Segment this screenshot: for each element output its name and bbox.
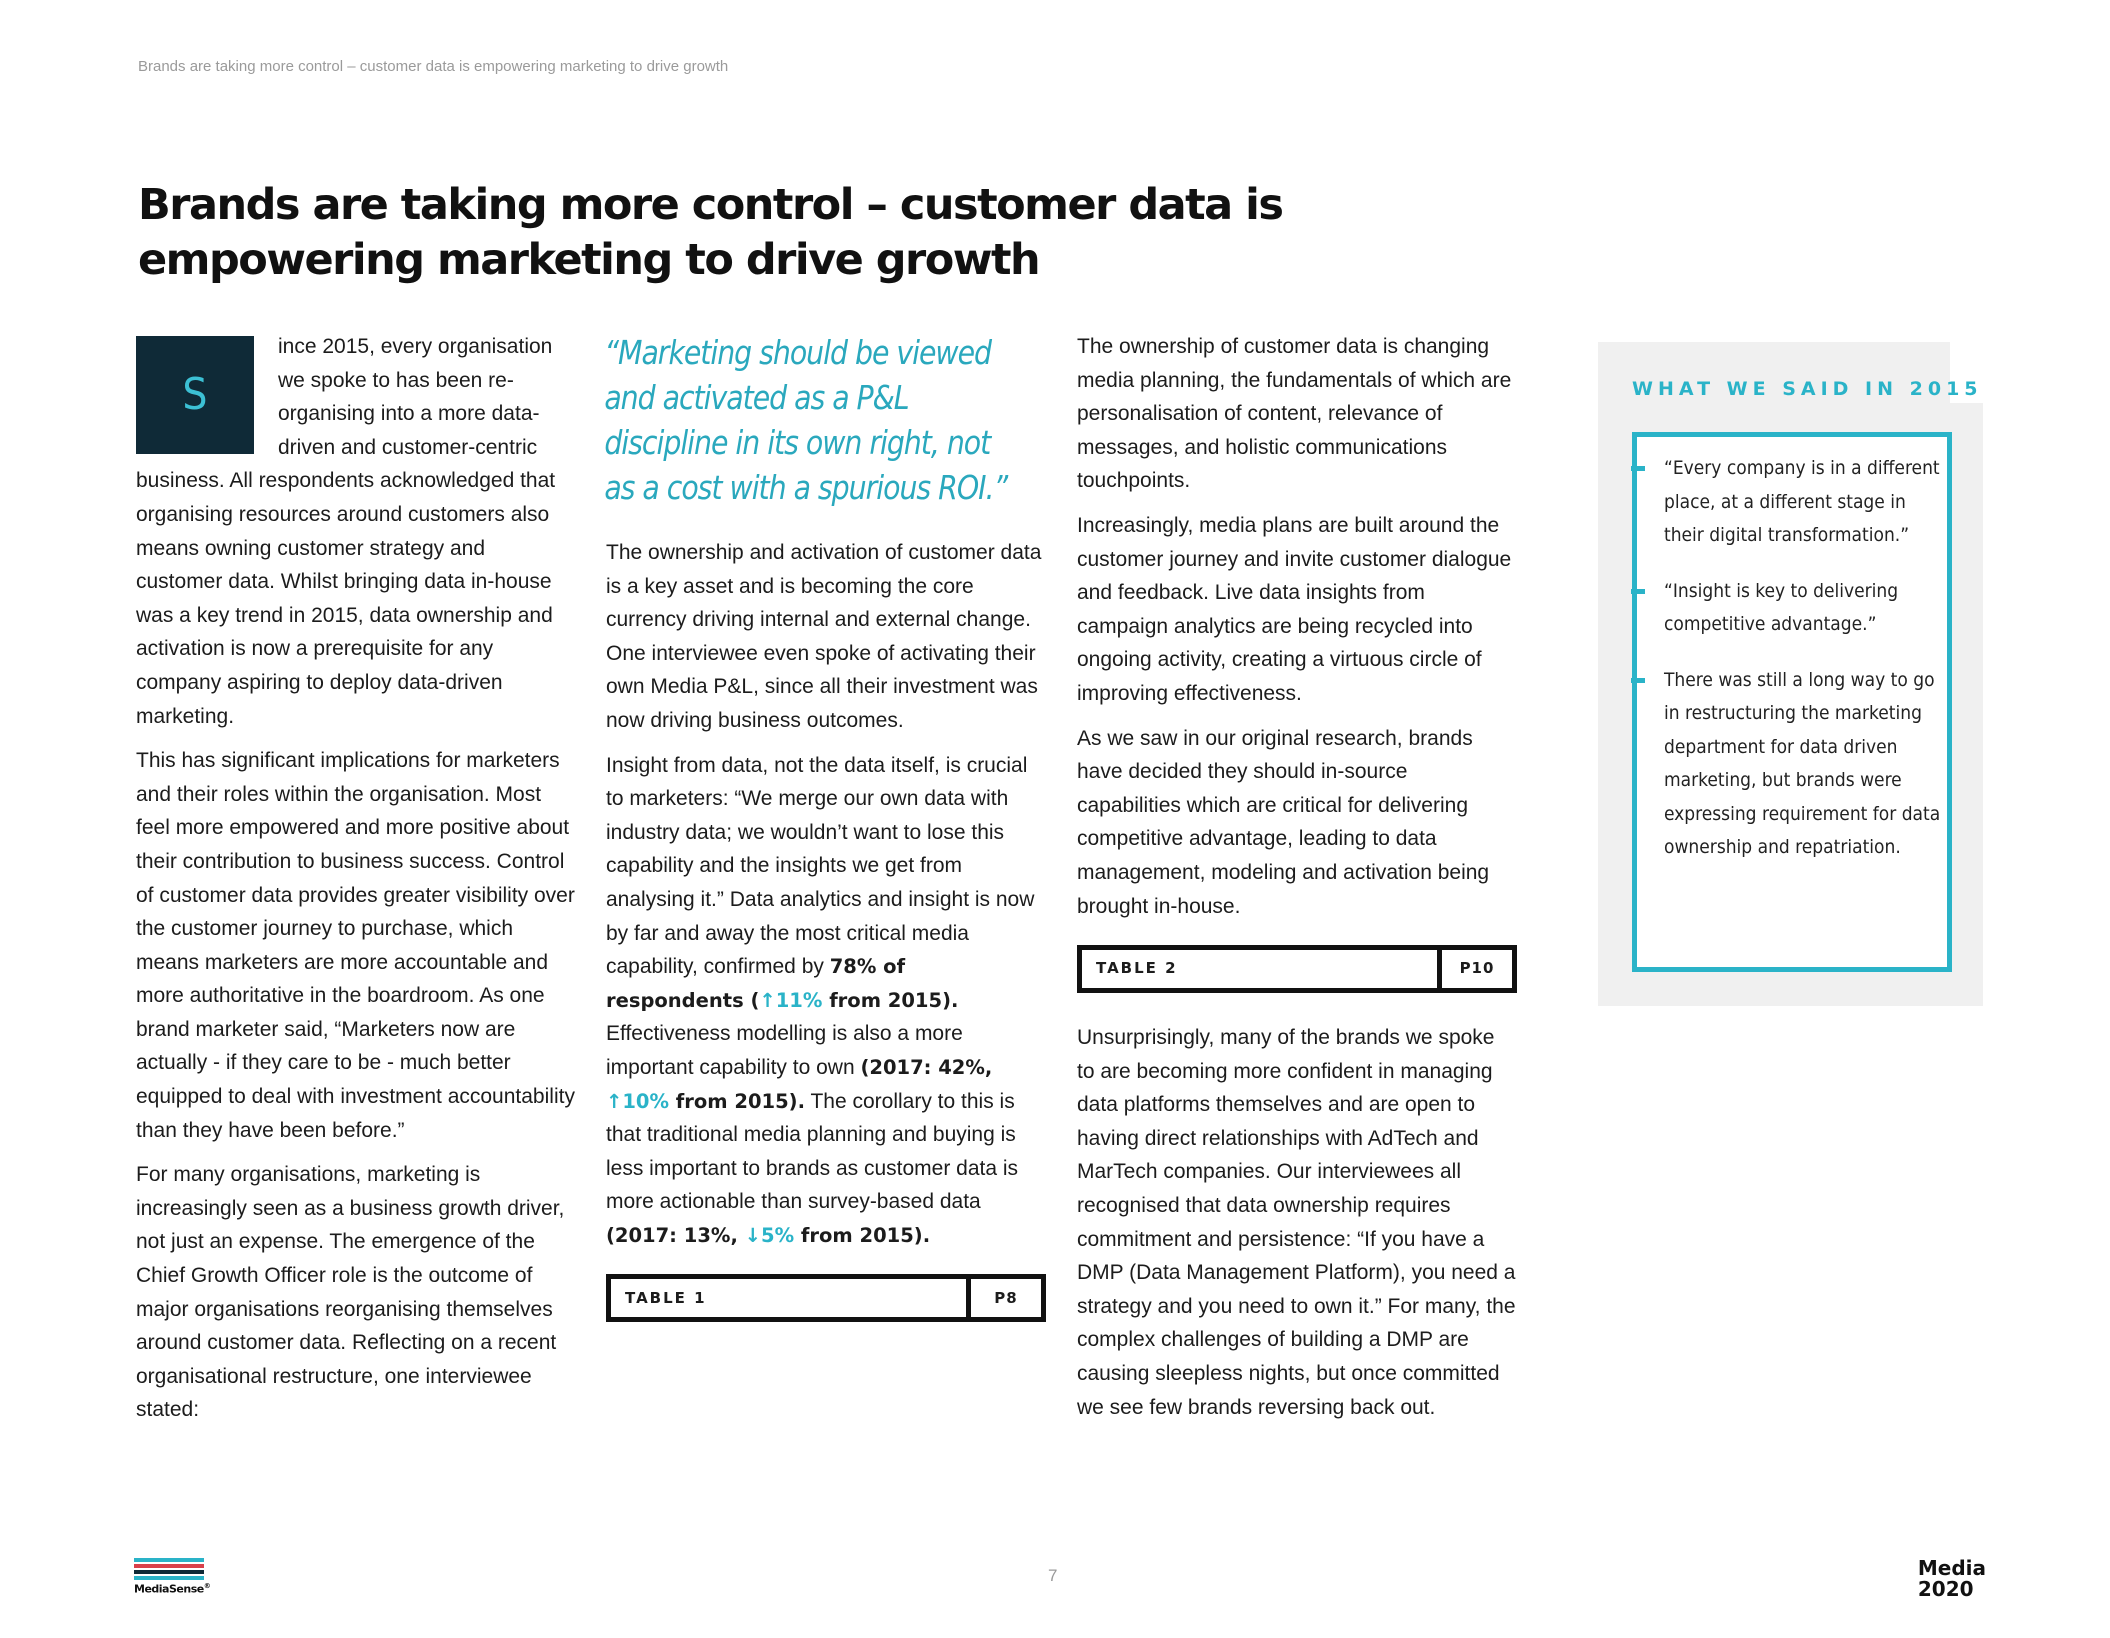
- sidebar-heading: WHAT WE SAID IN 2015: [1632, 378, 1983, 400]
- column-2: [606, 330, 1046, 1350]
- sidebar-list: [1664, 452, 1944, 887]
- sidebar-item: There was still a long way to go in restructuring the marketing department for data driven marketing, but brands were expressing requirement for data ownership and repatriation.: [1664, 664, 1944, 865]
- logo-bar-red: [134, 1564, 204, 1568]
- corollary-text: The corollary to this is that traditional media planning and buying is less important to brands as customer data is more actionable than survey-based data: [606, 1089, 1019, 1214]
- paragraph-customer-journey: Increasingly, media plans are built around the customer journey and invite customer dialogue and feedback. Live data insights from campaign analytics are being recycled into ongoing activity, creating a virtuous circle of improving effectiveness.: [1077, 513, 1512, 705]
- logo-registered-mark: ®: [203, 1582, 211, 1590]
- arrow-up-icon: ↑10%: [606, 1089, 670, 1113]
- column-3: [1077, 330, 1517, 1435]
- page-number: 7: [1048, 1566, 1058, 1585]
- logo-bar-teal: [134, 1558, 204, 1562]
- mediasense-logo: [134, 1558, 211, 1596]
- media-2020-mark: [1918, 1558, 1986, 1600]
- sidebar-item: “Insight is key to delivering competitive advantage.”: [1664, 575, 1944, 642]
- table-label: TABLE 1: [611, 1279, 971, 1317]
- pull-quote-text: “Marketing should be viewed and activated as a P&L discipline in its own right, not as a cost with a spurious ROI.”: [604, 333, 1008, 507]
- intro-paragraph: [136, 330, 576, 733]
- arrow-down-icon: ↓5%: [744, 1223, 795, 1247]
- table-label: TABLE 2: [1082, 950, 1442, 988]
- stat-media-planning: (2017: 13%, ↓5% from 2015).: [606, 1223, 931, 1247]
- logo-bar-navy: [134, 1570, 204, 1574]
- drop-cap: S: [136, 336, 254, 454]
- running-head: Brands are taking more control – customer data is empowering marketing to drive growth: [138, 58, 729, 75]
- paragraph-dmp: Unsurprisingly, many of the brands we spoke to are becoming more confident in managing data platforms themselves and are open to having direct relationships with AdTech and MarTech companies. Our interviewees all recognised that data ownership requires commitment and persistence: “If you have a DMP (Data Management Platform), you need a strategy and you need to own it.” For many, the complex challenges of building a DMP are causing sleepless nights, but once committed we see few brands reversing back out.: [1077, 1026, 1516, 1419]
- logo-text: MediaSense®: [134, 1582, 211, 1596]
- paragraph-ownership: The ownership and activation of customer data is a key asset and is becoming the core currency driving internal and external change. One interviewee even spoke of activating their own Media P&L, since all their investment was now driving business outcomes.: [606, 541, 1042, 732]
- stat-analytics: 78% of respondents (↑11% from 2015).: [606, 955, 959, 1012]
- insight-text: Insight from data, not the data itself, is crucial to marketers: “We merge our own data with industry data; we wouldn’t want to lose this capability and the insights we get from analysing it.” Data analytics and insight is now by far and away the most critical media capability, confirmed by: [606, 753, 1035, 979]
- pull-quote: [594, 330, 1024, 510]
- arrow-up-icon: ↑11%: [759, 988, 823, 1012]
- brand-line-1: Media: [1917, 1556, 1986, 1580]
- paragraph-implications: This has significant implications for marketers and their roles within the organisation. Most feel more empowered and more positive about their contribution to business success. Control of customer data provides greater visibility over the customer journey to purchase, which means marketers are more accountable and more authoritative in the boardroom. As one brand marketer said, “Marketers now are actually - if they care to be - much better equipped to deal with investment accountability than they have been before.”: [136, 749, 575, 1142]
- stat-effectiveness: (2017: 42%, ↑10% from 2015).: [606, 1055, 993, 1113]
- page-title: Brands are taking more control – customer data is empowering marketing to drive growth: [138, 180, 1283, 285]
- paragraph-insight: [606, 749, 1046, 1253]
- sidebar-item: “Every company is in a different place, at a different stage in their digital transformation.”: [1664, 452, 1944, 553]
- table-2-reference[interactable]: [1077, 945, 1517, 993]
- paragraph-growth-driver: For many organisations, marketing is increasingly seen as a business growth driver, not just an expense. The emergence of the Chief Growth Officer role is the outcome of major organisations reorganising themselves around customer data. Reflecting on a recent organisational restructure, one interviewee stated:: [136, 1163, 565, 1422]
- paragraph-in-source: As we saw in our original research, brands have decided they should in-source capabilities which are critical for delivering competitive advantage, leading to data management, modeling and activation being brought in-house.: [1077, 726, 1490, 918]
- brand-line-2: 2020: [1917, 1577, 1974, 1601]
- column-1: [136, 330, 576, 1438]
- paragraph-media-planning: The ownership of customer data is changing media planning, the fundamentals of which are personalisation of content, relevance of messages, and holistic communications touchpoints.: [1077, 335, 1512, 493]
- table-1-reference[interactable]: [606, 1274, 1046, 1322]
- table-page: P8: [994, 1288, 1018, 1307]
- intro-text: ince 2015, every organisation we spoke to has been re-organising into a more data-driven and customer-centric business. All respondents acknowledged that organising resources around customers also means owning customer strategy and customer data. Whilst bringing data in-house was a key trend in 2015, data ownership and activation is now a prerequisite for any company aspiring to deploy data-driven marketing.: [136, 335, 556, 728]
- table-page: P10: [1459, 959, 1495, 978]
- effectiveness-text: Effectiveness modelling is also a more important capability to own: [606, 1022, 963, 1079]
- logo-bar-teal-2: [134, 1576, 204, 1580]
